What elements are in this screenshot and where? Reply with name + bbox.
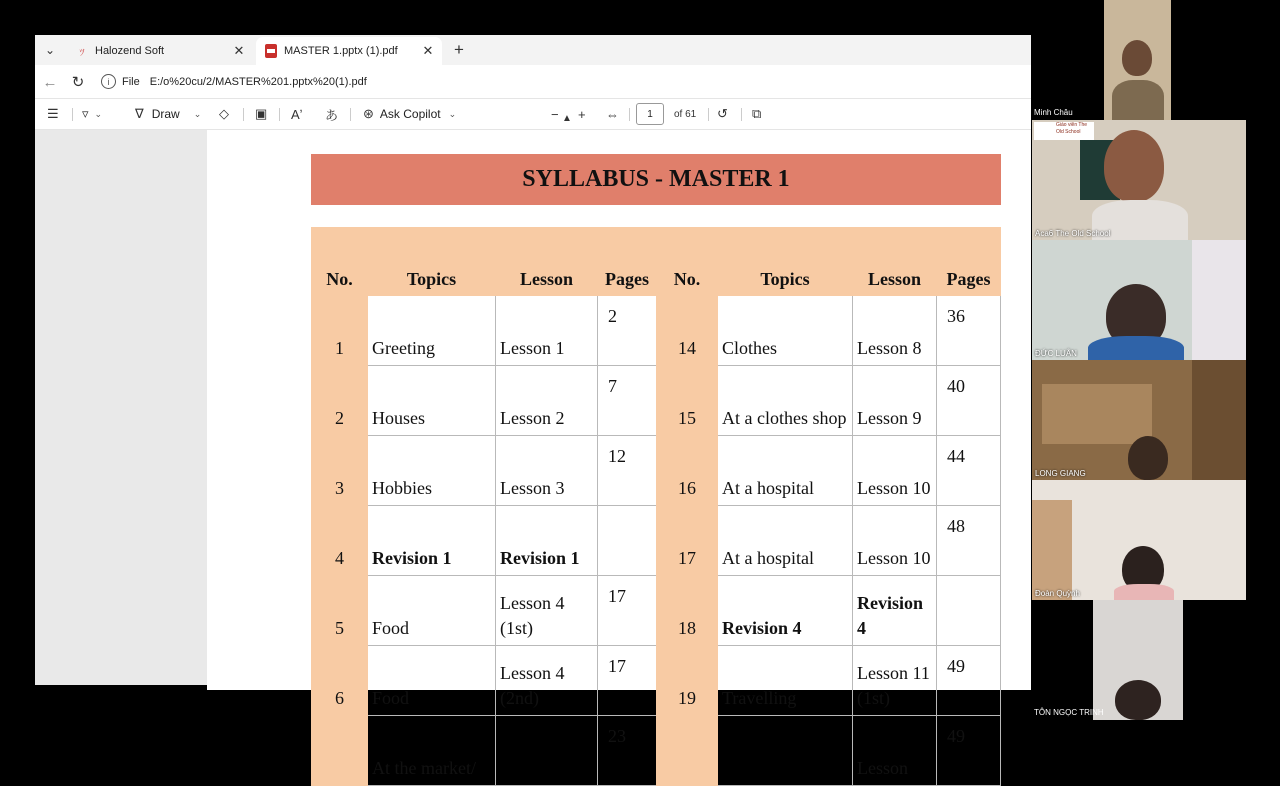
divider	[350, 108, 351, 121]
participant-tile[interactable]	[1104, 0, 1171, 120]
participant-name: LONG GIANG	[1035, 469, 1086, 478]
header-topics: Topics	[368, 228, 496, 296]
zoom-out-button[interactable]	[551, 99, 559, 129]
lesson-cell: Lesson 4 (2nd)	[496, 646, 598, 716]
address-bar-row	[35, 65, 1031, 98]
lesson-cell: Lesson 11 (1st)	[853, 646, 937, 716]
close-icon[interactable]: ✕	[233, 43, 245, 58]
translate-button[interactable]	[325, 99, 338, 129]
new-tab-button[interactable]: +	[454, 40, 464, 59]
lesson-cell: Lesson 9	[853, 366, 937, 436]
topic-cell: Greeting	[368, 296, 496, 366]
translate-icon: あ	[325, 107, 339, 123]
participant-tile[interactable]	[1032, 120, 1246, 240]
person-silhouette	[1104, 130, 1164, 202]
pages-cell	[598, 506, 657, 576]
topic-cell: Houses	[368, 366, 496, 436]
no-cell: 19	[657, 646, 718, 716]
participant-name: ĐỨC LUÂN	[1035, 349, 1077, 358]
fit-width-button[interactable]	[606, 99, 619, 129]
pages-cell: 12	[598, 436, 657, 506]
table-row	[657, 366, 1001, 436]
topic-cell: At the market/	[368, 716, 496, 786]
divider	[741, 108, 742, 121]
close-icon[interactable]: ✕	[422, 43, 434, 58]
door	[1032, 500, 1072, 600]
draw-button[interactable]	[135, 99, 201, 129]
scheme-label: File	[122, 75, 140, 88]
table-row	[312, 366, 657, 436]
pages-cell: 17	[598, 646, 657, 716]
topic-cell: Food	[368, 576, 496, 646]
pages-cell: 23	[598, 716, 657, 786]
lesson-cell: Revision 1	[496, 506, 598, 576]
page-view-icon: ⧉	[752, 106, 762, 121]
topic-cell: Hobbies	[368, 436, 496, 506]
table-header-row	[312, 228, 657, 296]
rotate-icon: ↺	[717, 106, 728, 121]
participant-name: Aca6 The Old School	[1035, 229, 1111, 238]
participant-name: Minh Châu	[1034, 108, 1073, 117]
lesson-cell: Lesson 10	[853, 506, 937, 576]
topic-cell	[718, 716, 853, 786]
header-topics: Topics	[718, 228, 853, 296]
pages-cell: 49	[937, 646, 1001, 716]
topic-cell: At a hospital	[718, 436, 853, 506]
pages-cell: 40	[937, 366, 1001, 436]
tab-actions-menu-icon[interactable]: ⌄	[44, 43, 56, 57]
pages-cell: 2	[598, 296, 657, 366]
participant-tile[interactable]	[1032, 480, 1246, 600]
topic-cell: Revision 1	[368, 506, 496, 576]
no-cell: 16	[657, 436, 718, 506]
no-cell: 5	[312, 576, 368, 646]
bookshelf	[1042, 384, 1152, 444]
contents-list-icon[interactable]: ☰	[47, 106, 59, 121]
no-cell	[312, 716, 368, 786]
topic-cell: Travelling	[718, 646, 853, 716]
pages-cell: 7	[598, 366, 657, 436]
header-lesson: Lesson	[496, 228, 598, 296]
table-row	[657, 576, 1001, 646]
person-silhouette	[1128, 436, 1168, 480]
page-number-input[interactable]: 1	[636, 103, 664, 125]
text-box-button[interactable]	[255, 99, 267, 129]
syllabus-table-left	[311, 227, 657, 786]
table-row	[312, 716, 657, 786]
pdf-file-icon	[264, 44, 278, 58]
text-box-icon: ▣	[255, 106, 268, 121]
no-cell: 2	[312, 366, 368, 436]
minus-icon: −	[551, 106, 559, 122]
no-cell: 1	[312, 296, 368, 366]
table-row	[657, 436, 1001, 506]
page-total: of 61	[674, 108, 697, 120]
mouse-cursor-icon: ▲	[562, 113, 572, 124]
participant-tile[interactable]	[1032, 240, 1246, 360]
lesson-cell: Lesson 3	[496, 436, 598, 506]
tab-strip	[35, 35, 1031, 65]
ask-copilot-button[interactable]	[363, 99, 456, 129]
chevron-down-icon: ⌄	[448, 108, 457, 119]
divider	[629, 108, 630, 121]
header-no: No.	[312, 228, 368, 296]
page-view-button[interactable]	[752, 99, 761, 129]
school-sign: Giáo viên The Old School	[1034, 122, 1094, 140]
no-cell: 15	[657, 366, 718, 436]
divider	[279, 108, 280, 121]
rotate-button[interactable]	[717, 99, 728, 129]
topic-cell: At a clothes shop	[718, 366, 853, 436]
tab-title: MASTER 1.pptx (1).pdf	[284, 45, 398, 57]
pages-cell: 49	[937, 716, 1001, 786]
table-row	[657, 646, 1001, 716]
no-cell: 3	[312, 436, 368, 506]
pdf-viewer[interactable]	[35, 130, 1031, 778]
lesson-cell: Lesson 2	[496, 366, 598, 436]
table-row	[312, 436, 657, 506]
lesson-cell	[496, 716, 598, 786]
participant-tile[interactable]	[1032, 360, 1246, 480]
person-silhouette	[1122, 40, 1152, 76]
highlight-button[interactable]	[82, 99, 102, 129]
plus-icon: +	[578, 106, 586, 122]
divider	[243, 108, 244, 121]
tab-master-pdf[interactable]	[256, 37, 442, 65]
refresh-icon[interactable]: ↻	[71, 74, 85, 91]
lesson-cell: Lesson 4 (1st)	[496, 576, 598, 646]
pages-cell: 36	[937, 296, 1001, 366]
read-aloud-icon: A͏ʼ	[291, 106, 303, 122]
person-silhouette	[1115, 680, 1161, 720]
topic-cell: Clothes	[718, 296, 853, 366]
pages-cell: 17	[598, 576, 657, 646]
topic-cell: Revision 4	[718, 576, 853, 646]
participant-tile[interactable]	[1093, 600, 1183, 720]
table-header-row	[657, 228, 1001, 296]
header-no: No.	[657, 228, 718, 296]
read-aloud-button[interactable]	[291, 99, 303, 129]
no-cell: 4	[312, 506, 368, 576]
divider	[72, 108, 73, 121]
participant-name: Đoàn Quỳnh	[1035, 589, 1080, 598]
no-cell	[657, 716, 718, 786]
table-row	[657, 716, 1001, 786]
header-pages: Pages	[598, 228, 657, 296]
copilot-label: Ask Copilot	[379, 107, 441, 121]
lesson-cell: Lesson 8	[853, 296, 937, 366]
url-text[interactable]: E:/o%20cu/2/MASTER%201.pptx%20(1).pdf	[149, 75, 367, 88]
divider	[708, 108, 709, 121]
chevron-down-icon: ⌄	[94, 108, 103, 119]
pdf-toolbar	[35, 98, 1031, 130]
chevron-down-icon: ⌄	[193, 108, 202, 119]
copilot-icon: ⊛	[363, 106, 374, 121]
header-lesson: Lesson	[853, 228, 937, 296]
pen-icon: ∇	[135, 106, 144, 121]
lesson-cell: Lesson 10	[853, 436, 937, 506]
draw-label: Draw	[151, 107, 180, 121]
document-title: SYLLABUS - MASTER 1	[311, 154, 1001, 205]
no-cell: 14	[657, 296, 718, 366]
tab-title: Halozend Soft	[95, 45, 165, 57]
no-cell: 6	[312, 646, 368, 716]
lesson-cell: Revision 4	[853, 576, 937, 646]
topic-cell: At a hospital	[718, 506, 853, 576]
tab-halozend[interactable]	[67, 37, 253, 65]
highlighter-icon: ▿	[82, 106, 89, 121]
pdf-page	[207, 130, 1031, 778]
header-pages: Pages	[937, 228, 1001, 296]
table-row	[312, 576, 657, 646]
no-cell: 17	[657, 506, 718, 576]
table-row	[312, 646, 657, 716]
back-arrow-icon[interactable]: ←	[42, 73, 58, 91]
browser-window	[35, 35, 1031, 778]
table-row	[312, 296, 657, 366]
pages-cell	[937, 576, 1001, 646]
halozend-favicon-icon: ﾂ	[79, 47, 85, 59]
window-curtain	[1192, 240, 1246, 360]
lesson-cell: Lesson	[853, 716, 937, 786]
pages-cell: 48	[937, 506, 1001, 576]
lesson-cell: Lesson 1	[496, 296, 598, 366]
table-row	[657, 506, 1001, 576]
table-row	[312, 506, 657, 576]
topic-cell: Food	[368, 646, 496, 716]
eraser-button[interactable]	[219, 99, 229, 129]
person-body	[1112, 80, 1164, 120]
table-row	[657, 296, 1001, 366]
zoom-in-button[interactable]	[578, 99, 586, 129]
info-icon[interactable]: i	[101, 74, 116, 89]
fit-width-icon: ⇔	[606, 106, 619, 122]
syllabus-table-right	[656, 227, 1001, 786]
bookshelf	[1192, 360, 1246, 480]
address-bar[interactable]	[95, 69, 1025, 94]
participant-name: TÔN NGỌC TRINH	[1034, 708, 1104, 717]
pages-cell: 44	[937, 436, 1001, 506]
eraser-icon: ◇	[219, 106, 229, 121]
no-cell: 18	[657, 576, 718, 646]
